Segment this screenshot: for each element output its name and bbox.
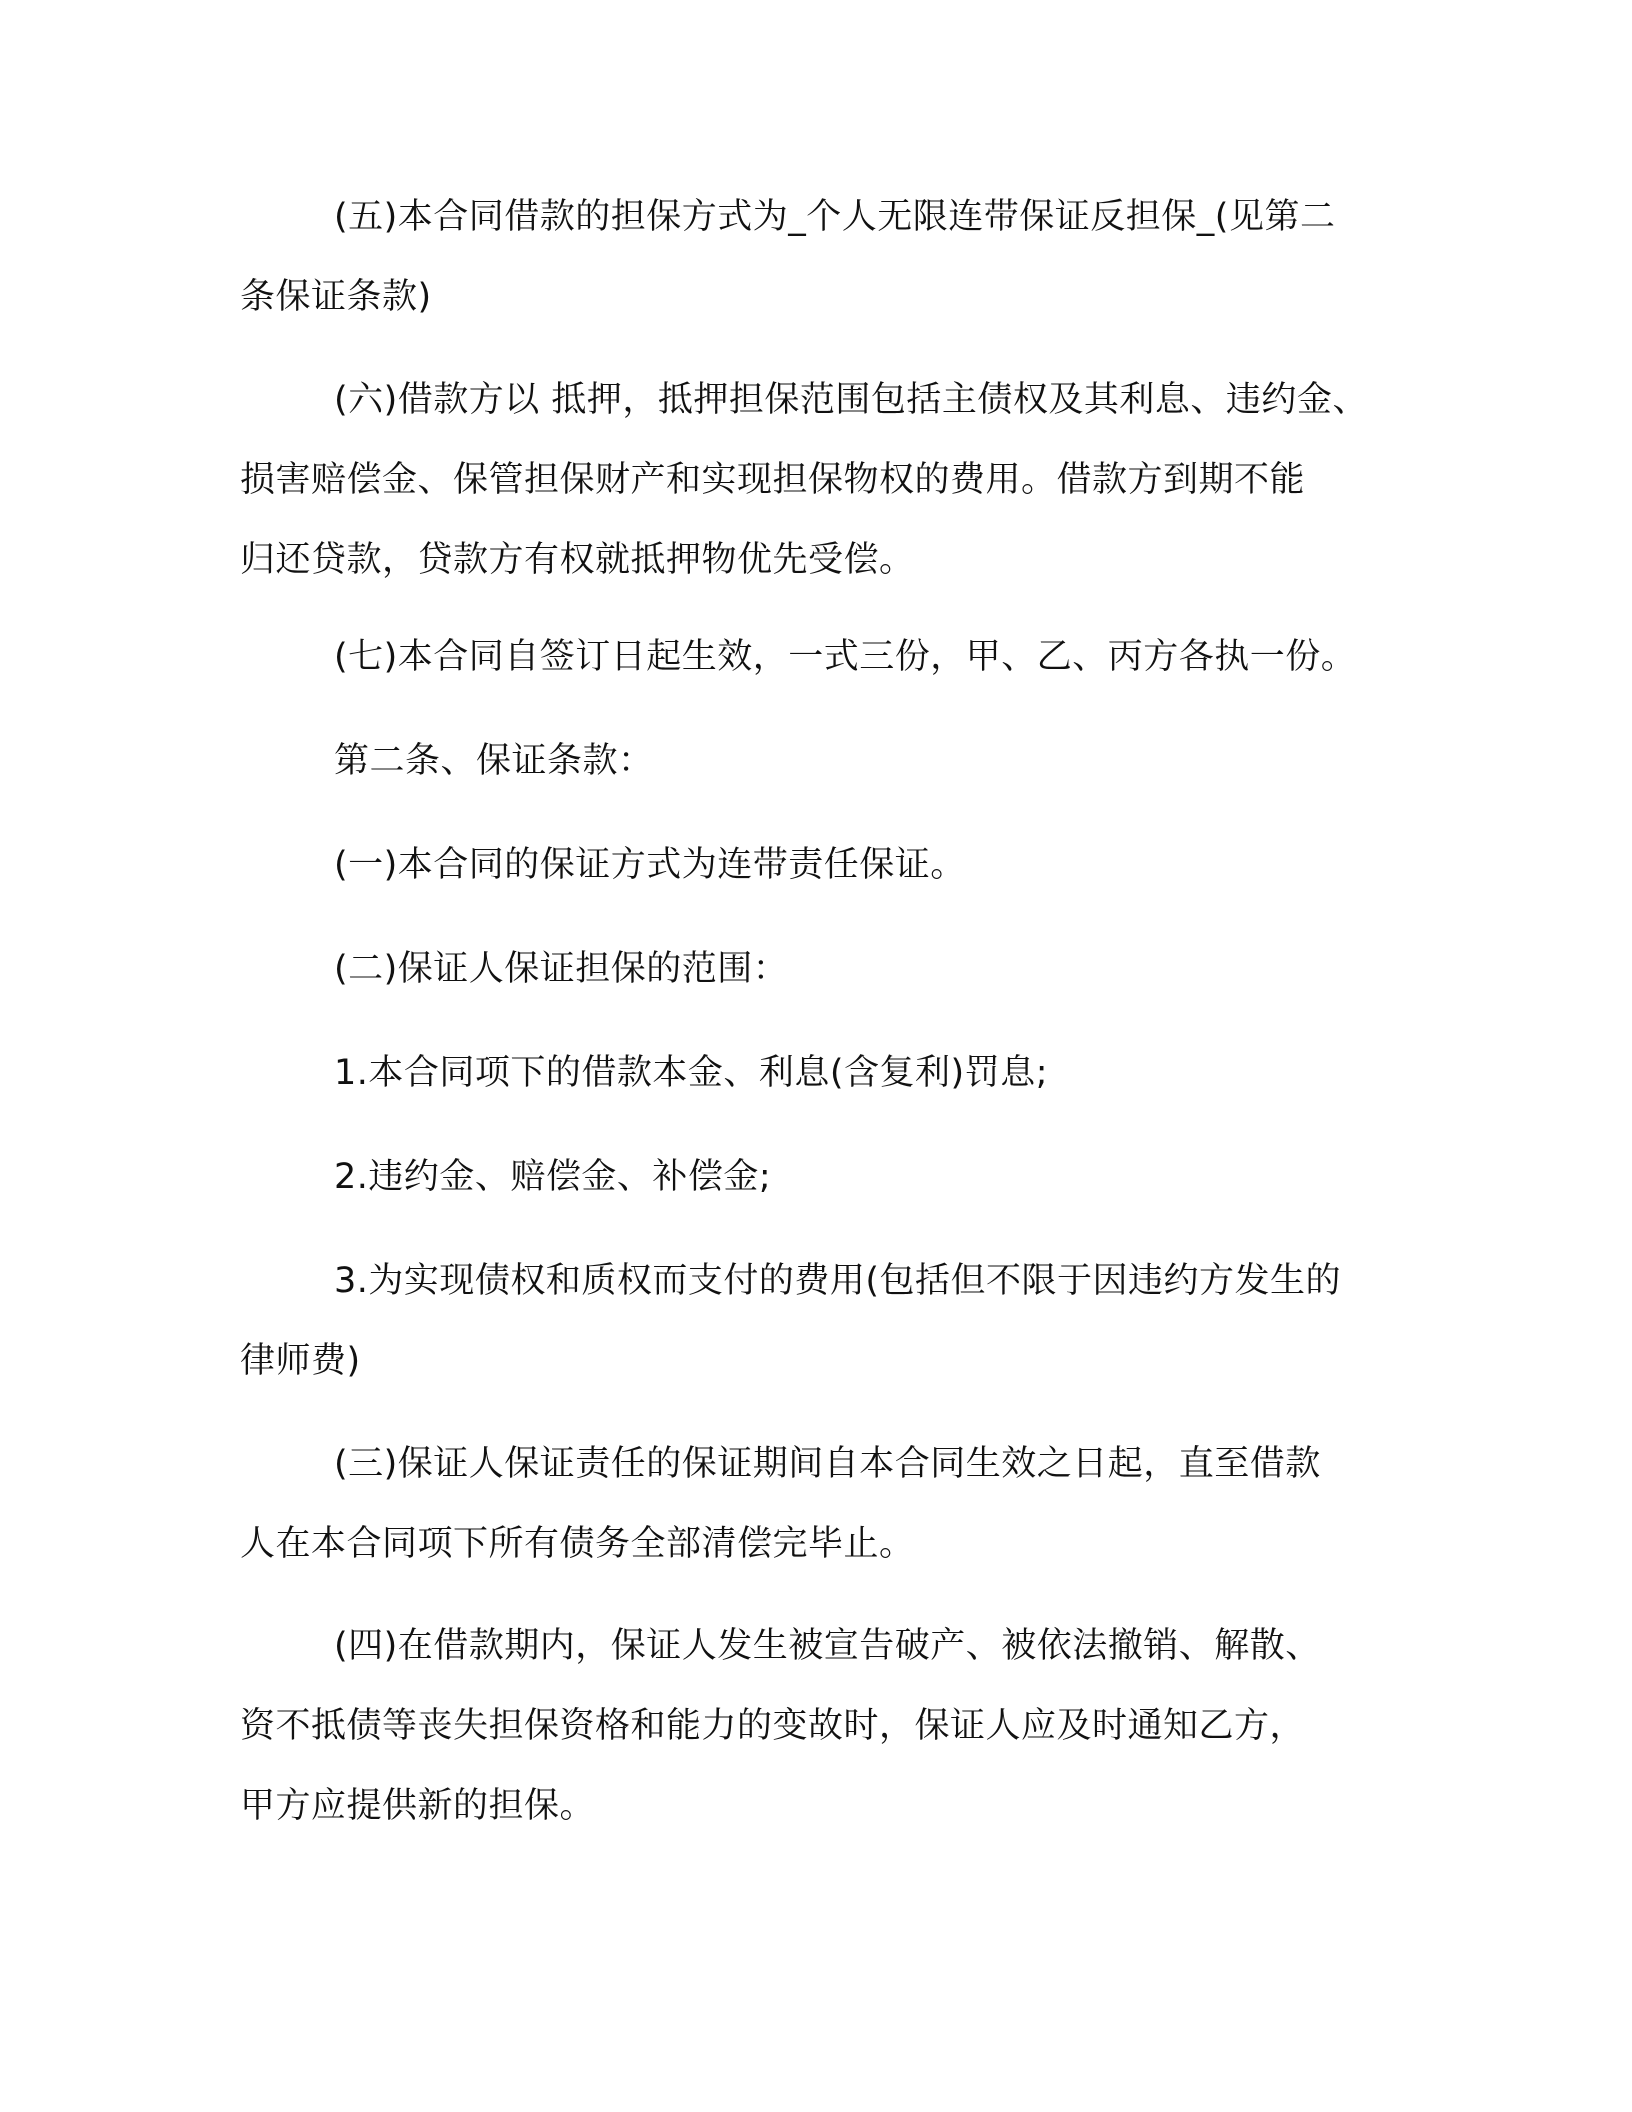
guarantee-clause-2 xyxy=(240,929,1400,1009)
guarantee-scope-item-1 xyxy=(240,1033,1400,1113)
clause-7-effectiveness xyxy=(240,617,1400,697)
paragraph-line: 甲方应提供新的担保。 xyxy=(240,1786,596,1826)
paragraph-line: 3.为实现债权和质权而支付的费用(包括但不限于因违约方发生的 xyxy=(334,1261,1342,1301)
guarantee-scope-item-2 xyxy=(240,1137,1400,1217)
paragraph-line: (七)本合同自签订日起生效，一式三份，甲、乙、丙方各执一份。 xyxy=(334,637,1357,677)
guarantee-scope-item-3 xyxy=(240,1241,1400,1401)
paragraph-line: (五)本合同借款的担保方式为_个人无限连带保证反担保_(见第二 xyxy=(334,197,1336,237)
paragraph-line: 条保证条款) xyxy=(240,277,432,317)
paragraph-line: 归还贷款，贷款方有权就抵押物优先受偿。 xyxy=(240,540,915,580)
guarantee-clause-1 xyxy=(240,825,1400,905)
clause-6-mortgage xyxy=(240,360,1400,600)
guarantee-clause-4 xyxy=(240,1606,1400,1846)
paragraph-line: (四)在借款期内，保证人发生被宣告破产、被依法撤销、解散、 xyxy=(334,1626,1321,1666)
paragraph-line: (一)本合同的保证方式为连带责任保证。 xyxy=(334,845,966,885)
paragraph-line: (二)保证人保证担保的范围： xyxy=(334,949,789,989)
paragraph-line: 损害赔偿金、保管担保财产和实现担保物权的费用。借款方到期不能 xyxy=(240,460,1306,500)
paragraph-line: 1.本合同项下的借款本金、利息(含复利)罚息; xyxy=(334,1053,1048,1093)
paragraph-line: (三)保证人保证责任的保证期间自本合同生效之日起，直至借款 xyxy=(334,1444,1321,1484)
paragraph-line: 2.违约金、赔偿金、补偿金; xyxy=(334,1157,772,1197)
clause-5-guarantee-method xyxy=(240,177,1400,337)
paragraph-line: 资不抵债等丧失担保资格和能力的变故时，保证人应及时通知乙方， xyxy=(240,1706,1306,1746)
guarantee-clause-3 xyxy=(240,1424,1400,1584)
paragraph-line: (六)借款方以 抵押，抵押担保范围包括主债权及其利息、违约金、 xyxy=(334,380,1368,420)
section-heading: 第二条、保证条款： xyxy=(334,741,654,781)
section-heading-guarantee-terms xyxy=(240,721,1400,801)
paragraph-line: 人在本合同项下所有债务全部清偿完毕止。 xyxy=(240,1524,915,1564)
paragraph-line: 律师费) xyxy=(240,1341,361,1381)
